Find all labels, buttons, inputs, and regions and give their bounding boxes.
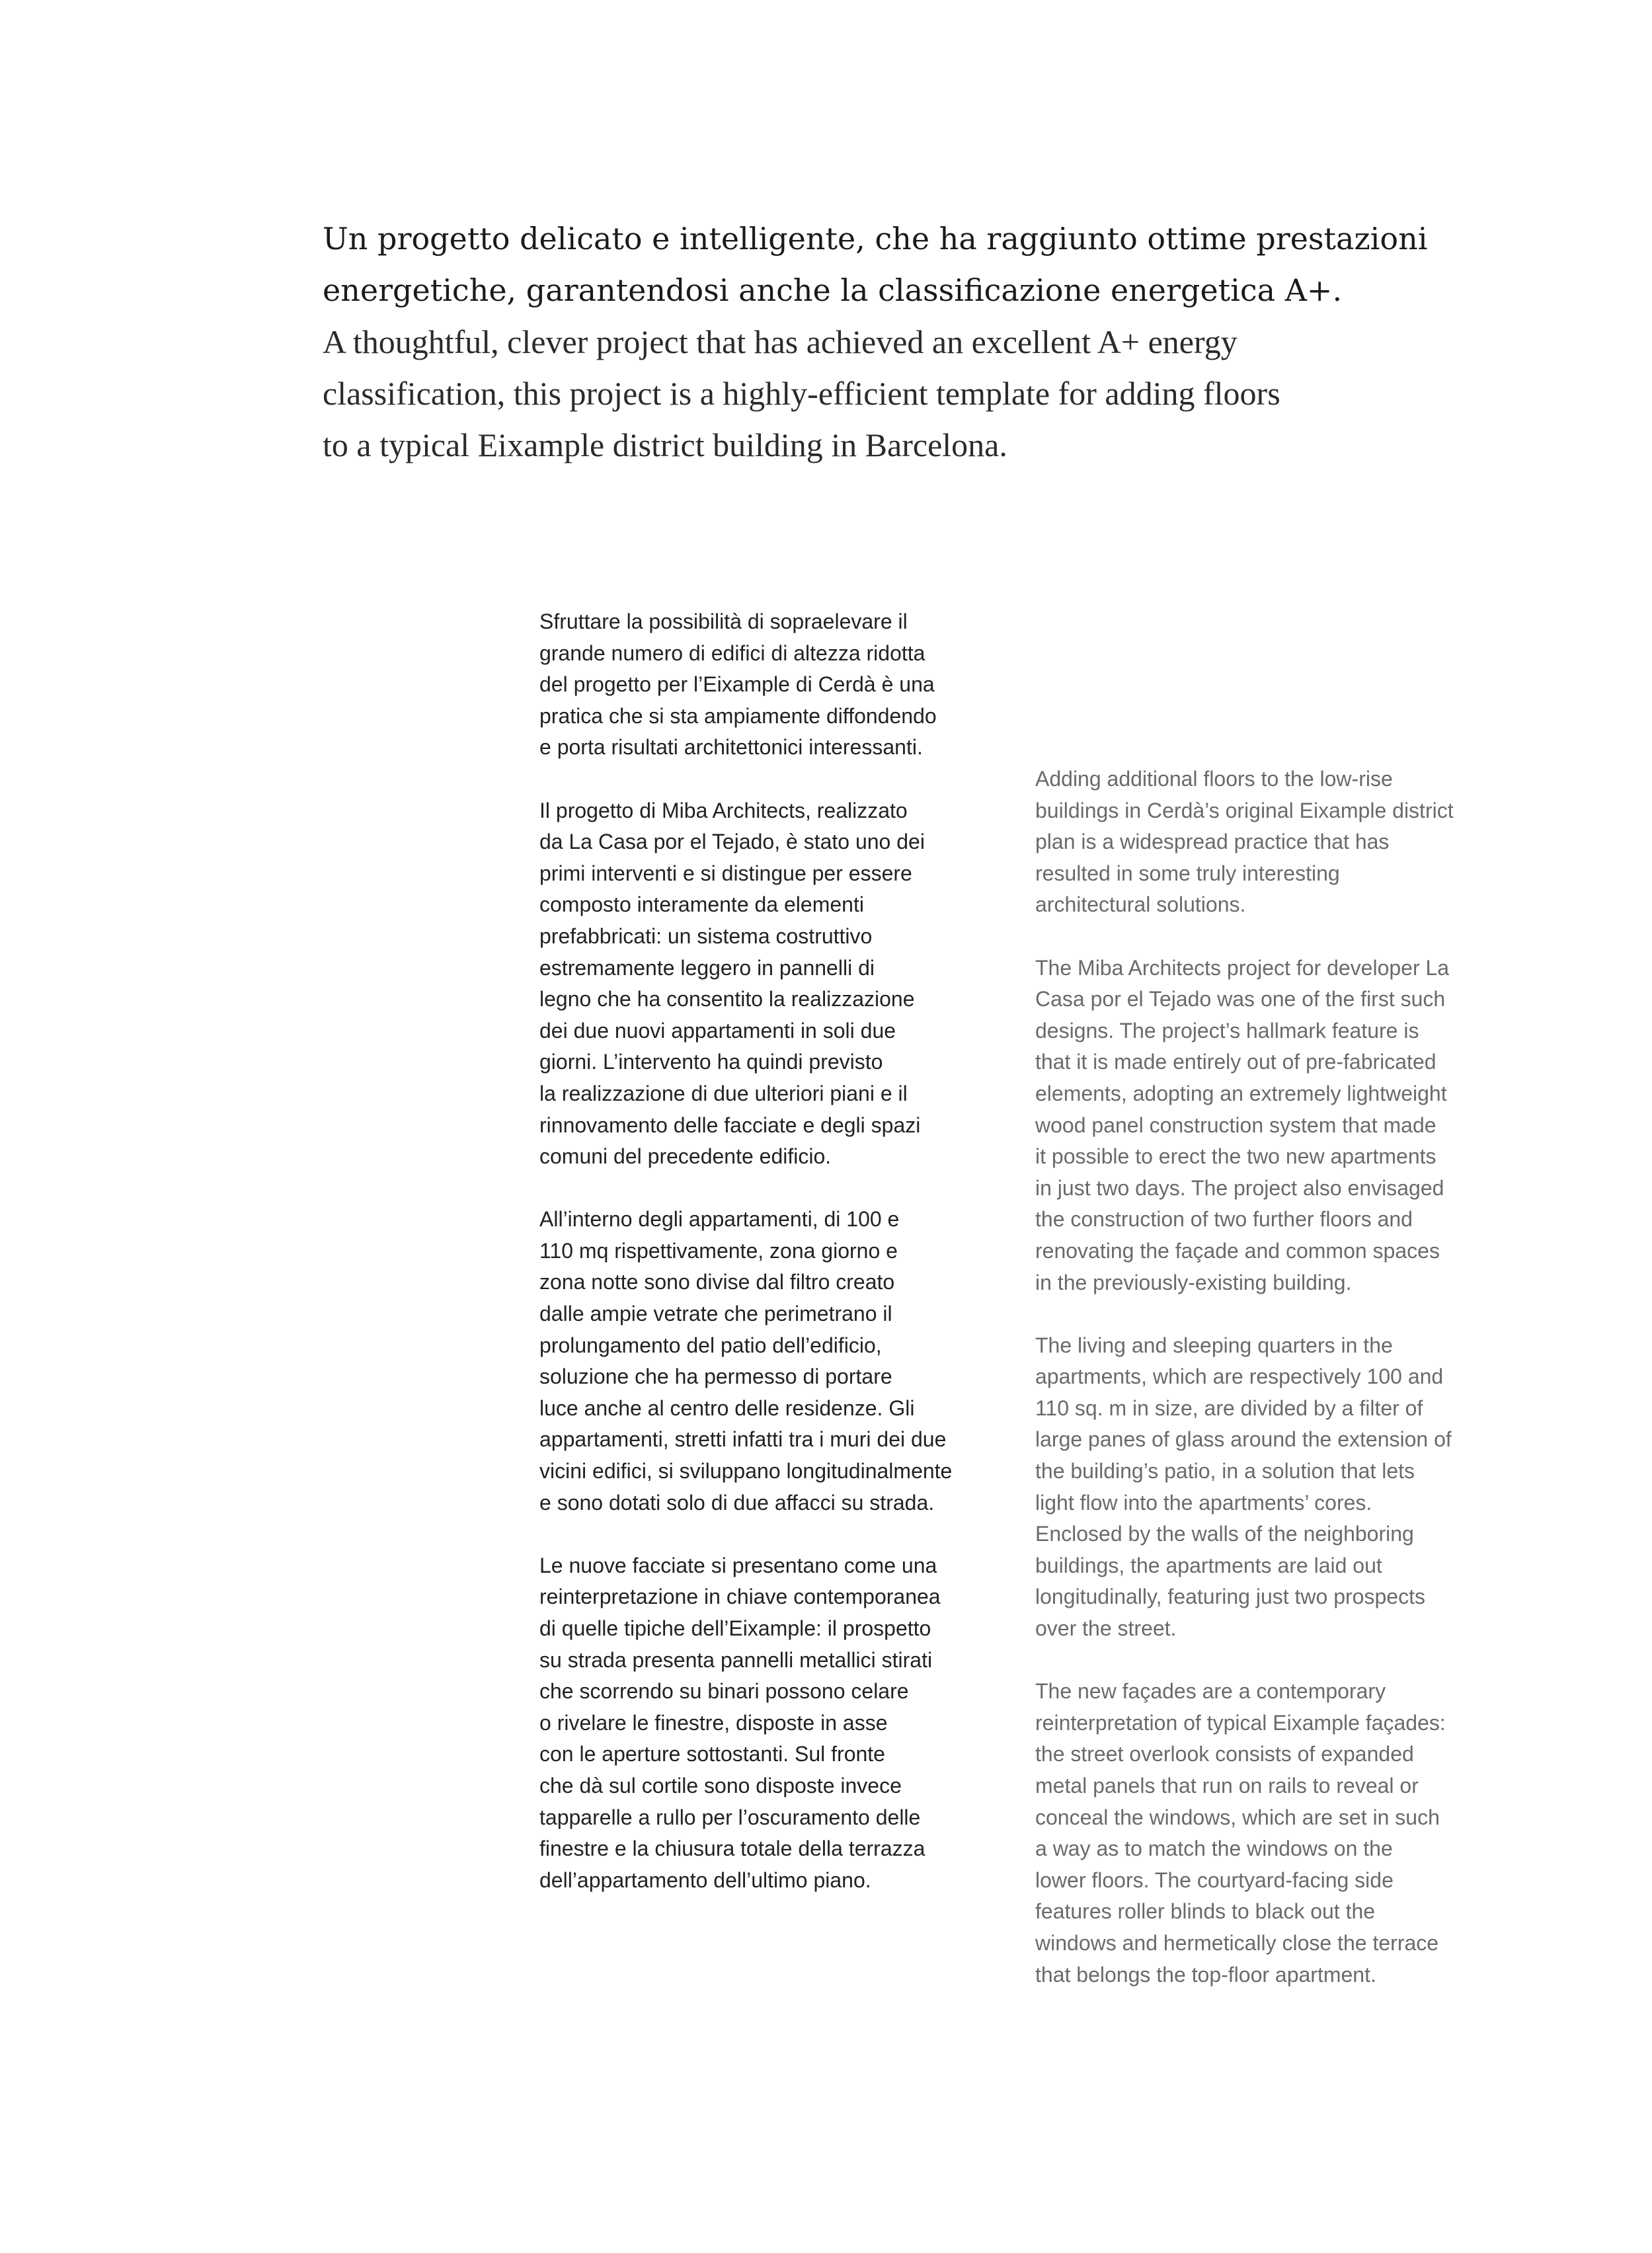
italian-line: di quelle tipiche dell’Eixample: il prospetto [539,1616,931,1640]
english-paragraph [1035,1330,1511,1645]
italian-line: pratica che si sta ampiamente diffondendo [539,703,937,728]
english-text-column [1035,764,1511,2022]
english-line: in just two days. The project also envisaged [1035,1175,1444,1200]
italian-line: prefabbricati: un sistema costruttivo [539,924,873,948]
intro-italian-line: energetiche, garantendosi anche la classificazione energetica A+. [323,272,1343,308]
english-line: windows and hermetically close the terrace [1035,1930,1439,1955]
italian-line: Sfruttare la possibilità di sopraelevare il [539,610,908,633]
italian-line: prolungamento del patio dell’edificio, [539,1333,882,1357]
italian-paragraph [539,1550,1015,1897]
english-line: longitudinally, featuring just two prospects [1035,1585,1425,1609]
english-paragraph [1035,1676,1511,1991]
italian-line: e sono dotati solo di due affacci su strada. [539,1490,935,1515]
italian-line: zona notte sono divise dal filtro creato [539,1270,895,1294]
italian-paragraph [539,1204,1015,1519]
english-line: that it is made entirely out of pre-fabricated [1035,1050,1436,1074]
intro-english-line: classification, this project is a highly-efficient template for adding floors [323,375,1280,412]
english-line: The Miba Architects project for developer La [1035,955,1450,980]
italian-paragraph [539,795,1015,1173]
italian-line: giorni. L’intervento ha quindi previsto [539,1050,883,1074]
english-line: in the previously-existing building. [1035,1270,1352,1294]
italian-line: con le aperture sottostanti. Sul fronte [539,1742,885,1766]
intro-italian-line: Un progetto delicato e intelligente, che ha raggiunto ottime prestazioni [323,221,1428,257]
italian-line: che dà sul cortile sono disposte invece [539,1773,902,1798]
english-line: over the street. [1035,1616,1177,1641]
italian-line: All’interno degli appartamenti, di 100 e [539,1207,900,1232]
italian-line: che scorrendo su binari possono celare [539,1679,909,1704]
english-line: apartments, which are respectively 100 and [1035,1364,1444,1389]
italian-line: legno che ha consentito la realizzazione [539,987,915,1011]
english-line: plan is a widespread practice that has [1035,830,1390,854]
italian-line: grande numero di edifici di altezza ridotta [539,641,925,665]
english-line: buildings in Cerdà’s original Eixample district [1035,798,1454,822]
italian-line: appartamenti, stretti infatti tra i muri dei due [539,1427,947,1452]
english-paragraph [1035,764,1511,921]
italian-line: e porta risultati architettonici interessanti. [539,735,923,760]
italian-line: finestre e la chiusura totale della terrazza [539,1837,925,1861]
italian-line: soluzione che ha permesso di portare [539,1364,892,1389]
italian-line: vicini edifici, si sviluppano longitudinalmente [539,1459,953,1483]
italian-line: del progetto per l’Eixample di Cerdà è una [539,672,935,697]
english-line: reinterpretation of typical Eixample façades: [1035,1710,1446,1735]
english-line: The new façades are a contemporary [1035,1679,1386,1704]
italian-line: o rivelare le finestre, disposte in asse [539,1710,888,1735]
italian-line: comuni del precedente edificio. [539,1144,832,1169]
english-line: Enclosed by the walls of the neighboring [1035,1522,1414,1546]
italian-line: da La Casa por el Tejado, è stato uno dei [539,830,925,854]
italian-line: Il progetto di Miba Architects, realizzato [539,798,908,822]
english-line: renovating the façade and common spaces [1035,1238,1440,1263]
english-line: elements, adopting an extremely lightweight [1035,1081,1447,1105]
italian-line: Le nuove facciate si presentano come una [539,1553,937,1577]
italian-line: dei due nuovi appartamenti in soli due [539,1018,896,1043]
english-line: large panes of glass around the extension of [1035,1427,1452,1452]
italian-line: dell’appartamento dell’ultimo piano. [539,1868,871,1892]
english-line: that belongs the top-floor apartment. [1035,1962,1376,1987]
english-line: metal panels that run on rails to reveal or [1035,1774,1419,1798]
english-line: Casa por el Tejado was one of the first such [1035,987,1446,1011]
english-line: light flow into the apartments’ cores. [1035,1490,1372,1515]
english-paragraph [1035,953,1511,1299]
english-line: the building’s patio, in a solution that lets [1035,1459,1415,1483]
english-line: 110 sq. m in size, are divided by a filter of [1035,1396,1423,1420]
italian-line: tapparelle a rullo per l’oscuramento delle [539,1805,921,1829]
english-line: wood panel construction system that made [1035,1113,1436,1137]
italian-line: luce anche al centro delle residenze. Gli [539,1396,915,1420]
italian-line: primi interventi e si distingue per essere [539,861,912,885]
intro-english-line: A thoughtful, clever project that has achieved an excellent A+ energy [323,323,1238,360]
italian-line: 110 mq rispettivamente, zona giorno e [539,1238,898,1263]
italian-line: reinterpretazione in chiave contemporanea [539,1585,941,1609]
english-line: Adding additional floors to the low-rise [1035,767,1393,791]
italian-line: estremamente leggero in pannelli di [539,955,875,980]
intro-block [323,213,1428,471]
english-line: resulted in some truly interesting [1035,861,1340,885]
english-line: designs. The project’s hallmark feature is [1035,1018,1419,1043]
italian-line: la realizzazione di due ulteriori piani e il [539,1081,908,1105]
english-line: the construction of two further floors and [1035,1207,1413,1232]
italian-line: rinnovamento delle facciate e degli spazi [539,1113,921,1137]
italian-text-column [539,606,1015,1928]
english-line: lower floors. The courtyard-facing side [1035,1868,1394,1892]
italian-line: composto interamente da elementi [539,892,864,917]
english-line: architectural solutions. [1035,892,1246,917]
english-line: conceal the windows, which are set in such [1035,1805,1440,1829]
english-line: The living and sleeping quarters in the [1035,1333,1393,1357]
intro-english-line: to a typical Eixample district building in Barcelona. [323,426,1007,463]
italian-line: su strada presenta pannelli metallici stirati [539,1647,933,1672]
italian-line: dalle ampie vetrate che perimetrano il [539,1302,892,1326]
english-line: buildings, the apartments are laid out [1035,1553,1382,1577]
english-line: the street overlook consists of expanded [1035,1742,1414,1766]
english-line: features roller blinds to black out the [1035,1899,1376,1924]
italian-paragraph [539,606,1015,764]
english-line: it possible to erect the two new apartments [1035,1144,1436,1169]
english-line: a way as to match the windows on the [1035,1837,1393,1861]
